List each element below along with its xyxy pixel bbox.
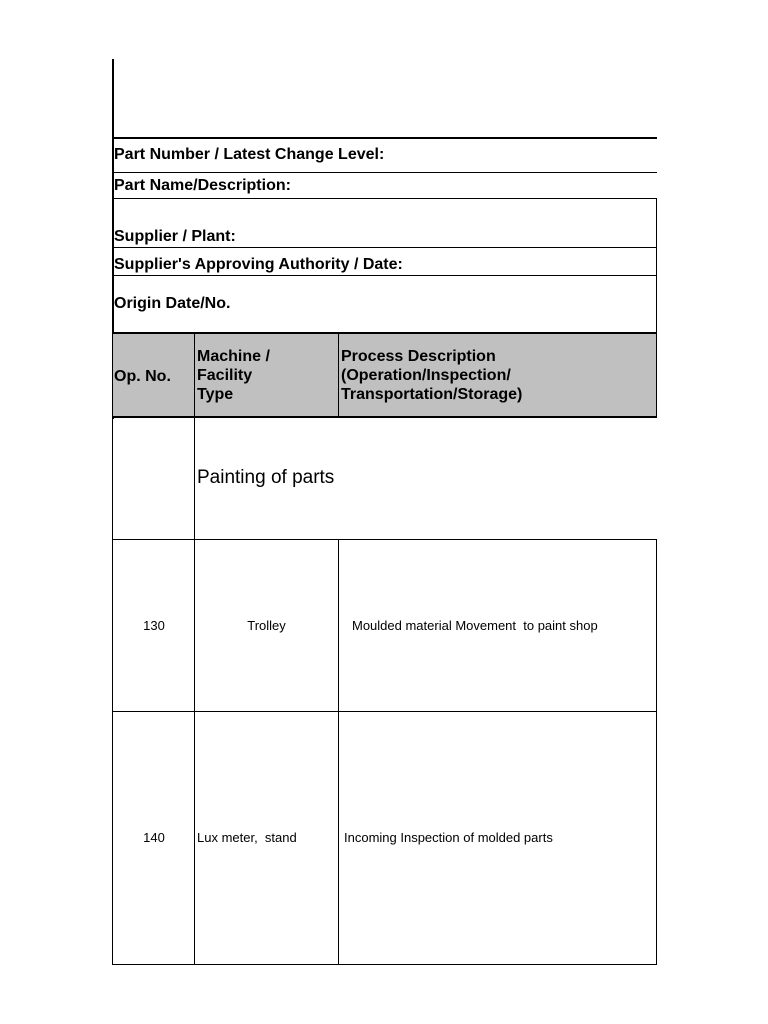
approving-authority-label: Supplier's Approving Authority / Date:	[114, 256, 403, 273]
body-left-border	[112, 417, 113, 965]
body-divider-2	[338, 539, 339, 965]
rule-part-number	[112, 172, 657, 173]
rule-top	[112, 137, 657, 139]
rule-row-130-bottom	[112, 711, 657, 712]
table-row-description: Incoming Inspection of molded parts	[344, 830, 553, 845]
body-right-border	[656, 539, 657, 965]
supplier-plant-label: Supplier / Plant:	[114, 228, 236, 245]
header-divider-2	[338, 334, 339, 417]
rule-section-bottom	[112, 539, 657, 540]
col-header-line: Process Description	[341, 348, 496, 365]
col-header-process	[341, 347, 522, 404]
rule-part-name	[112, 198, 657, 199]
right-border-supplier	[656, 198, 657, 334]
col-header-machine	[197, 347, 270, 404]
part-name-label: Part Name/Description:	[114, 177, 291, 194]
header-divider-1	[194, 334, 195, 417]
rule-row-140-bottom	[112, 964, 657, 965]
rule-approving	[112, 275, 657, 276]
col-header-line: Transportation/Storage)	[341, 386, 523, 403]
part-number-label: Part Number / Latest Change Level:	[114, 146, 385, 163]
col-header-line: Facility	[197, 367, 253, 384]
table-row-op-no: 140	[143, 830, 165, 845]
header-right-border	[656, 334, 657, 417]
table-row-machine: Trolley	[247, 618, 286, 633]
col-header-line: Machine /	[197, 348, 270, 365]
body-divider-1	[194, 417, 195, 965]
col-header-line: (Operation/Inspection/	[341, 367, 511, 384]
table-row-op-no: 130	[143, 618, 165, 633]
table-row-description: Moulded material Movement to paint shop	[352, 618, 598, 633]
section-title: Painting of parts	[197, 467, 335, 488]
rule-supplier	[112, 247, 657, 248]
table-row-machine: Lux meter, stand	[197, 830, 297, 845]
col-header-op-no: Op. No.	[114, 368, 171, 385]
col-header-line: Type	[197, 386, 234, 403]
origin-date-label: Origin Date/No.	[114, 295, 231, 312]
